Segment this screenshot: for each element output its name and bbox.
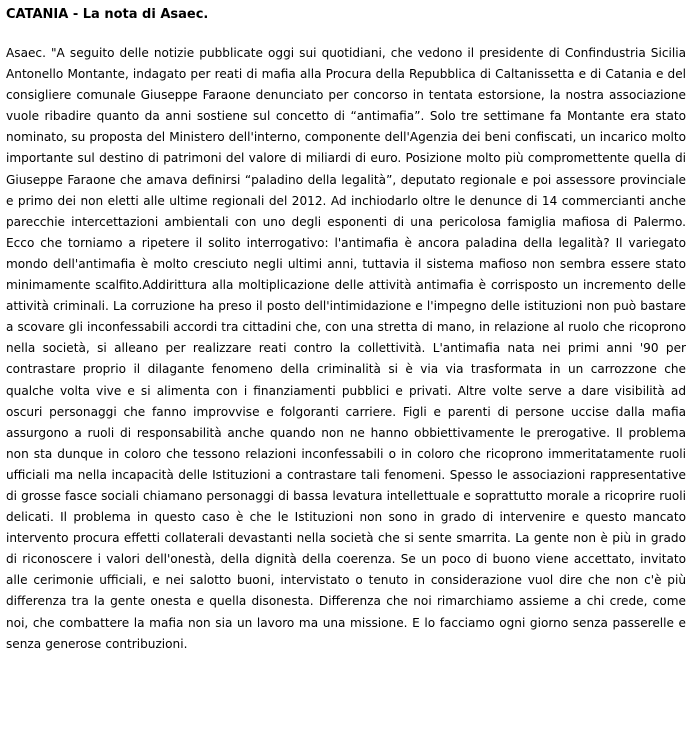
article-body: Asaec. "A seguito delle notizie pubblicate oggi sui quotidiani, che vedono il presidente di Confindustria Sicilia Antonello Montante, indagato per reati di mafia alla Procura della Repubblica di Caltanissetta e di Catania e del consigliere comunale Giuseppe Faraone denunciato per concorso in tentata estorsione, la nostra associazione vuole ribadire quanto da anni sostiene sul concetto di “antimafia”. Solo tre settimane fa Montante era stato nominato, su proposta del Ministero dell'interno, componente dell'Agenzia dei beni confiscati, un incarico molto importante sul destino di patrimoni del valore di miliardi di euro. Posizione molto più compromettente quella di Giuseppe Faraone che amava definirsi “paladino della legalità”, deputato regionale e poi assessore provinciale e primo dei non eletti alle ultime regionali del 2012. Ad inchiodarlo oltre le denunce di 14 commercianti anche parecchie intercettazioni ambientali con uno degli esponenti di una pericolosa famiglia mafiosa di Palermo. Ecco che torniamo a ripetere il solito interrogativo: l'antimafia è ancora paladina della legalità? Il variegato mondo dell'antimafia è molto cresciuto negli ultimi anni, tuttavia il sistema mafioso non sembra essere stato minimamente scalfito.Addirittura alla moltiplicazione delle attività antimafia è corrisposto un incremento delle attività criminali. La corruzione ha preso il posto dell'intimidazione e l'impegno delle istituzioni non può bastare a scovare gli inconfessabili accordi tra cittadini che, con una stretta di mano, in relazione al ruolo che ricoprono nella società, si alleano per realizzare reati contro la collettività. L'antimafia nata nei primi anni '90 per contrastare proprio il dilagante fenomeno della criminalità si è via via trasformata in un carrozzone che qualche volta vive e si alimenta con i finanziamenti pubblici e privati. Altre volte serve a dare visibilità ad oscuri personaggi che fanno improvvise e folgoranti carriere. Figli e parenti di persone uccise dalla mafia assurgono a ruoli di responsabilità anche quando non ne hanno obbiettivamente le prerogative. Il problema non sta dunque in coloro che tessono relazioni inconfessabili o in coloro che ricoprono immeritatamente ruoli ufficiali ma nella incapacità delle Istituzioni a contrastare tali fenomeni. Spesso le associazioni rappresentative di grosse fasce sociali chiamano personaggi di bassa levatura intellettuale e soprattutto morale a ricoprire ruoli delicati. Il problema in questo caso è che le Istituzioni non sono in grado di intervenire e questo mancato intervento procura effetti collaterali devastanti nella società che si sente smarrita. La gente non è più in grado di riconoscere i valori dell'onestà, della dignità della coerenza. Se un poco di buono viene accettato, invitato alle cerimonie ufficiali, e nei salotto buoni, intervistato o tenuto in considerazione vuol dire che non c'è più differenza tra la gente onesta e quella disonesta. Differenza che noi rimarchiamo assieme a chi crede, come noi, che combattere la mafia non sia un lavoro ma una missione. E lo facciamo ogni giorno senza passerelle e senza generose contribuzioni. [6, 46, 686, 651]
headline-title: La nota di Asaec. [82, 7, 209, 22]
headline-location: CATANIA [6, 7, 69, 22]
article-headline [6, 6, 686, 24]
headline-separator: - [68, 7, 83, 22]
